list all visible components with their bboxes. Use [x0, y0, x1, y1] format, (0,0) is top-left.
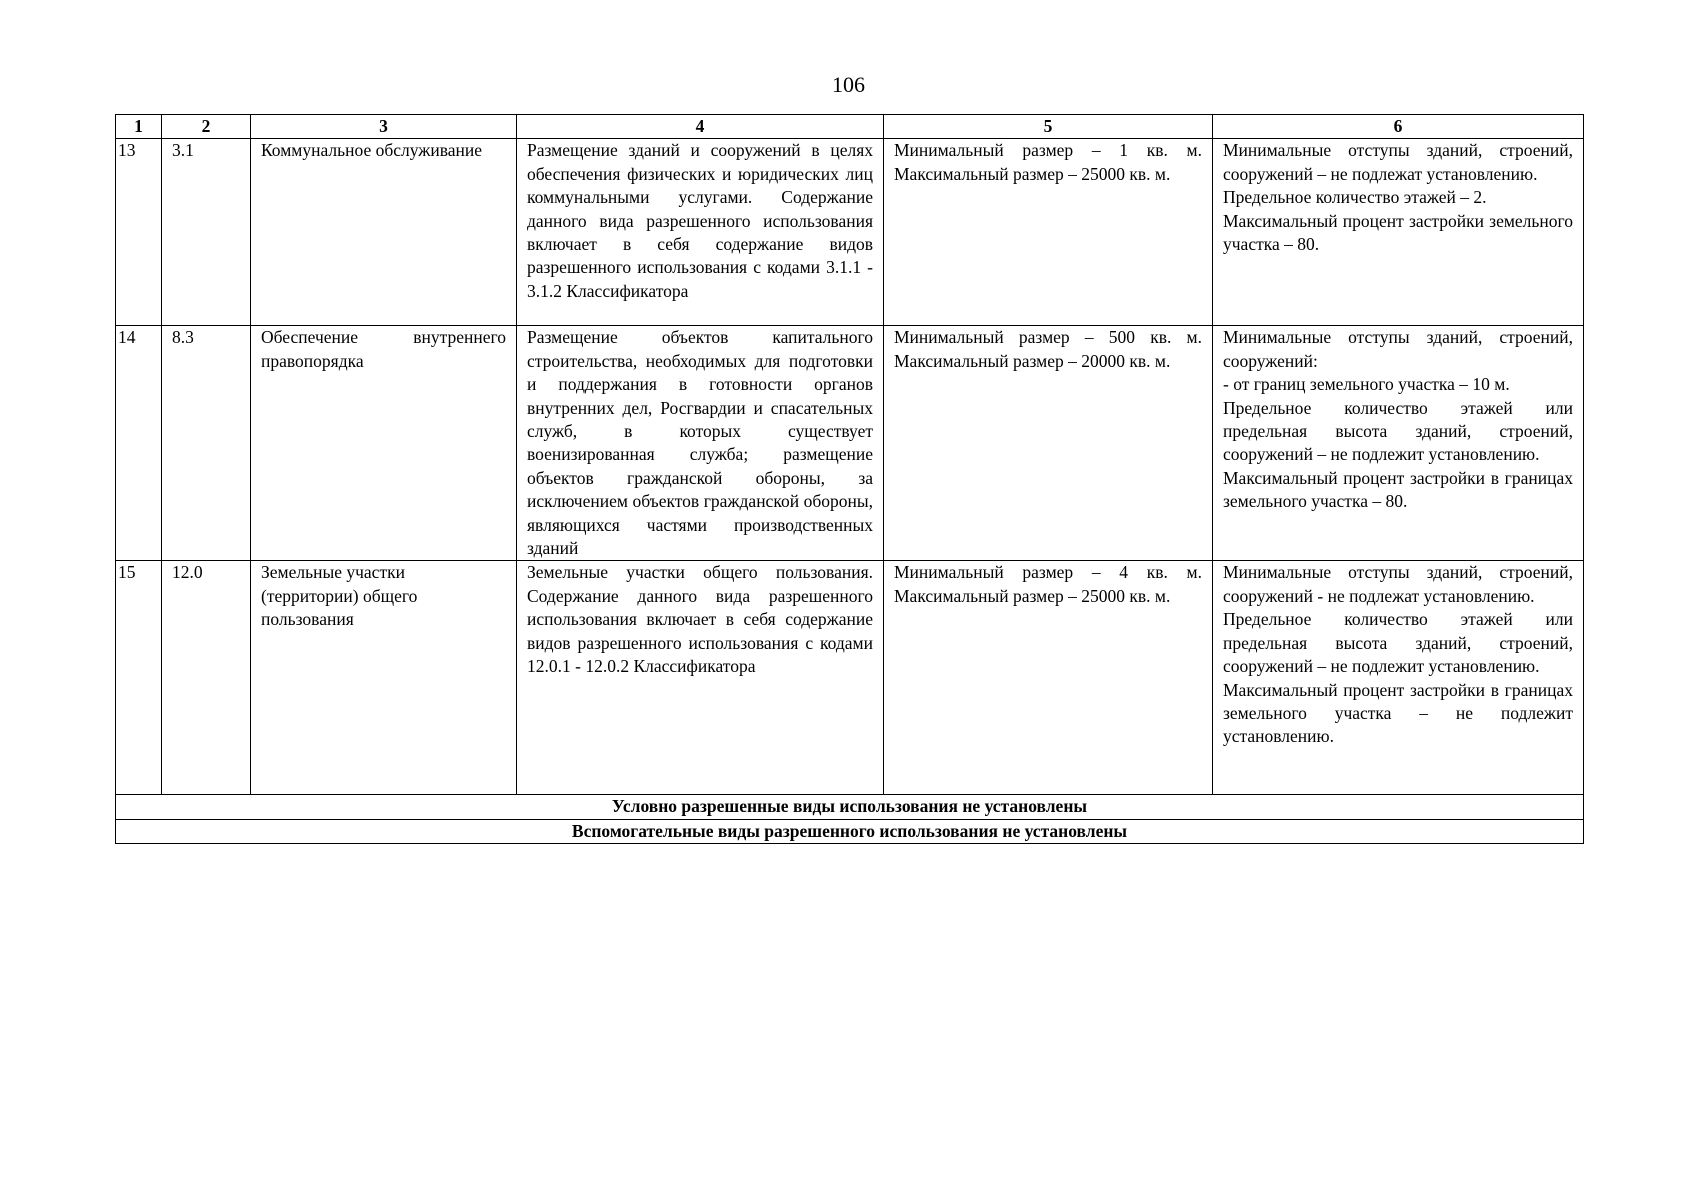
param-line: Максимальный процент застройки в границах земельного участка – 80. — [1223, 467, 1573, 512]
row-description: Размещение объектов капитального строительства, необходимых для подготовки и поддержания в готовности органов внутренних дел, Росгвардии и спасательных служб, в которых существует военизированная служба; размещение объектов гражданской обороны, за исключением объектов гражданской обороны, являющихся частями производственных зданий — [517, 326, 884, 561]
row-number: 14 — [116, 326, 162, 561]
row-description: Размещение зданий и сооружений в целях обеспечения физических и юридических лиц коммунальными услугами. Содержание данного вида разрешенного использования включает в себя содержание видов разрешенного использования с кодами 3.1.1 - 3.1.2 Классификатора — [517, 139, 884, 326]
row-number: 13 — [116, 139, 162, 326]
column-header: 2 — [162, 115, 251, 139]
row-code: 3.1 — [162, 139, 251, 326]
param-line: Максимальный процент застройки земельного участка – 80. — [1223, 210, 1573, 255]
row-params — [1213, 139, 1584, 326]
row-name: Обеспечение внутреннего правопорядка — [251, 326, 517, 561]
param-line: Предельное количество этажей или предельная высота зданий, строений, сооружений – не подлежит установлению. — [1223, 397, 1573, 465]
land-use-table — [115, 114, 1584, 844]
auxiliary-uses-note: Вспомогательные виды разрешенного использования не установлены — [116, 819, 1584, 843]
column-header: 4 — [517, 115, 884, 139]
row-params — [1213, 561, 1584, 795]
table-header-row — [116, 115, 1584, 139]
column-header: 6 — [1213, 115, 1584, 139]
table-row — [116, 326, 1584, 561]
param-line: Максимальный процент застройки в границах земельного участка – не подлежит установлению. — [1223, 679, 1573, 747]
param-line: Минимальные отступы зданий, строений, сооружений – не подлежат установлению. — [1223, 140, 1573, 184]
row-sizes: Минимальный размер – 1 кв. м. Максимальный размер – 25000 кв. м. — [884, 139, 1213, 326]
param-line: - от границ земельного участка – 10 м. — [1223, 374, 1510, 395]
row-name: Земельные участки (территории) общего пользования — [251, 561, 517, 795]
param-line: Минимальные отступы зданий, строений, сооружений: — [1223, 327, 1573, 371]
column-header: 1 — [116, 115, 162, 139]
column-header: 3 — [251, 115, 517, 139]
row-number: 15 — [116, 561, 162, 795]
row-params — [1213, 326, 1584, 561]
row-code: 8.3 — [162, 326, 251, 561]
summary-row — [116, 819, 1584, 843]
conditional-uses-note: Условно разрешенные виды использования не установлены — [116, 795, 1584, 819]
row-description: Земельные участки общего пользования. Содержание данного вида разрешенного использования включает в себя содержание видов разрешенного использования с кодами 12.0.1 - 12.0.2 Классификатора — [517, 561, 884, 795]
row-sizes: Минимальный размер – 4 кв. м. Максимальный размер – 25000 кв. м. — [884, 561, 1213, 795]
row-code: 12.0 — [162, 561, 251, 795]
table-row — [116, 139, 1584, 326]
param-line: Минимальные отступы зданий, строений, сооружений - не подлежат установлению. — [1223, 562, 1573, 606]
table-row — [116, 561, 1584, 795]
param-line: Предельное количество этажей – 2. — [1223, 187, 1487, 208]
row-sizes: Минимальный размер – 500 кв. м. Максимальный размер – 20000 кв. м. — [884, 326, 1213, 561]
page-number: 106 — [832, 72, 865, 97]
row-name: Коммунальное обслуживание — [251, 139, 517, 326]
param-line: Предельное количество этажей или предельная высота зданий, строений, сооружений – не подлежит установлению. — [1223, 609, 1573, 677]
summary-row — [116, 795, 1584, 819]
column-header: 5 — [884, 115, 1213, 139]
